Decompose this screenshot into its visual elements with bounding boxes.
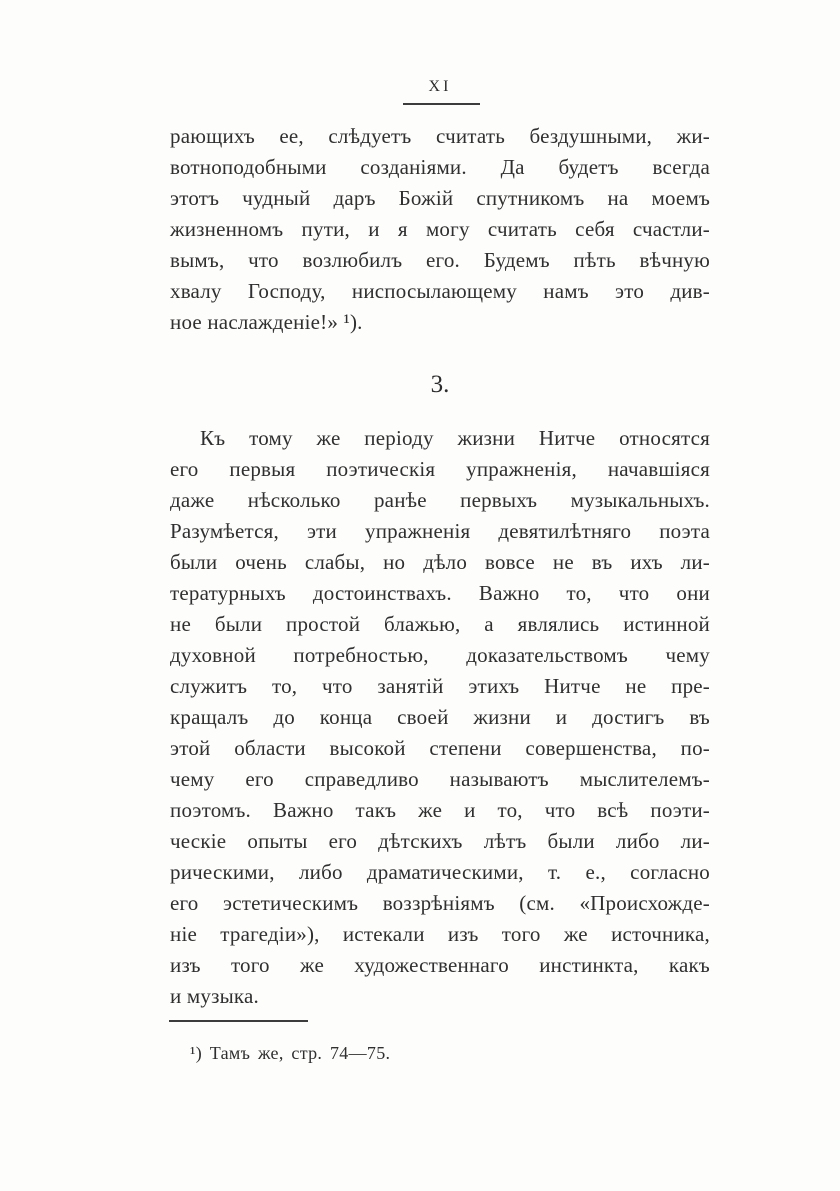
text-line: вотноподобными созданіями. Да будетъ всегда	[170, 155, 710, 179]
text-line: жизненномъ пути, и я могу считать себя счастли-	[170, 217, 710, 241]
text-line: чему его справедливо называютъ мыслителемъ-	[170, 767, 710, 791]
text-line: ніе трагедіи»), истекали изъ того же источника,	[170, 922, 710, 946]
text-line: рическими, либо драматическими, т. е., согласно	[170, 860, 710, 884]
text-line: даже нѣсколько ранѣе первыхъ музыкальныхъ.	[170, 488, 710, 512]
text-line: служитъ то, что занятій этихъ Нитче не пре-	[170, 674, 710, 698]
text-line: не были простой блажью, а являлись истинной	[170, 612, 710, 636]
text-line: ное наслажденіе!» ¹).	[170, 310, 363, 334]
text-line: духовной потребностью, доказательствомъ чему	[170, 643, 710, 667]
text-line: изъ того же художественнаго инстинкта, какъ	[170, 953, 710, 977]
section-paragraph	[170, 423, 710, 1012]
paragraph-continuation	[170, 121, 710, 338]
text-line: кращалъ до конца своей жизни и достигъ въ	[170, 705, 710, 729]
page-number: XI	[428, 78, 452, 95]
text-line: Къ тому же періоду жизни Нитче относятся	[200, 426, 710, 450]
text-line: его эстетическимъ воззрѣніямъ (см. «Происхожде-	[170, 891, 710, 915]
text-line: тературныхъ достоинствахъ. Важно то, что они	[170, 581, 710, 605]
text-line: вымъ, что возлюбилъ его. Будемъ пѣть вѣчную	[170, 248, 710, 272]
page-number-rule	[403, 103, 480, 105]
section-heading: 3.	[430, 371, 450, 398]
text-line: поэтомъ. Важно такъ же и то, что всѣ поэти-	[170, 798, 710, 822]
text-line: этотъ чудный даръ Божій спутникомъ на моемъ	[170, 186, 710, 210]
footnote-divider	[169, 1020, 308, 1022]
text-line: Разумѣется, эти упражненія девятилѣтняго поэта	[170, 519, 710, 543]
text-line: его первыя поэтическія упражненія, начавшіяся	[170, 457, 710, 481]
text-line: хвалу Господу, ниспосылающему намъ это див-	[170, 279, 710, 303]
text-line: рающихъ ее, слѣдуетъ считать бездушными, жи-	[170, 124, 710, 148]
text-line: и музыка.	[170, 984, 259, 1008]
text-line: этой области высокой степени совершенства, по-	[170, 736, 710, 760]
text-line: ческіе опыты его дѣтскихъ лѣтъ были либо ли-	[170, 829, 710, 853]
text-line: были очень слабы, но дѣло вовсе не въ ихъ ли-	[170, 550, 710, 574]
footnote-text: ¹) Тамъ же, стр. 74—75.	[190, 1043, 391, 1063]
